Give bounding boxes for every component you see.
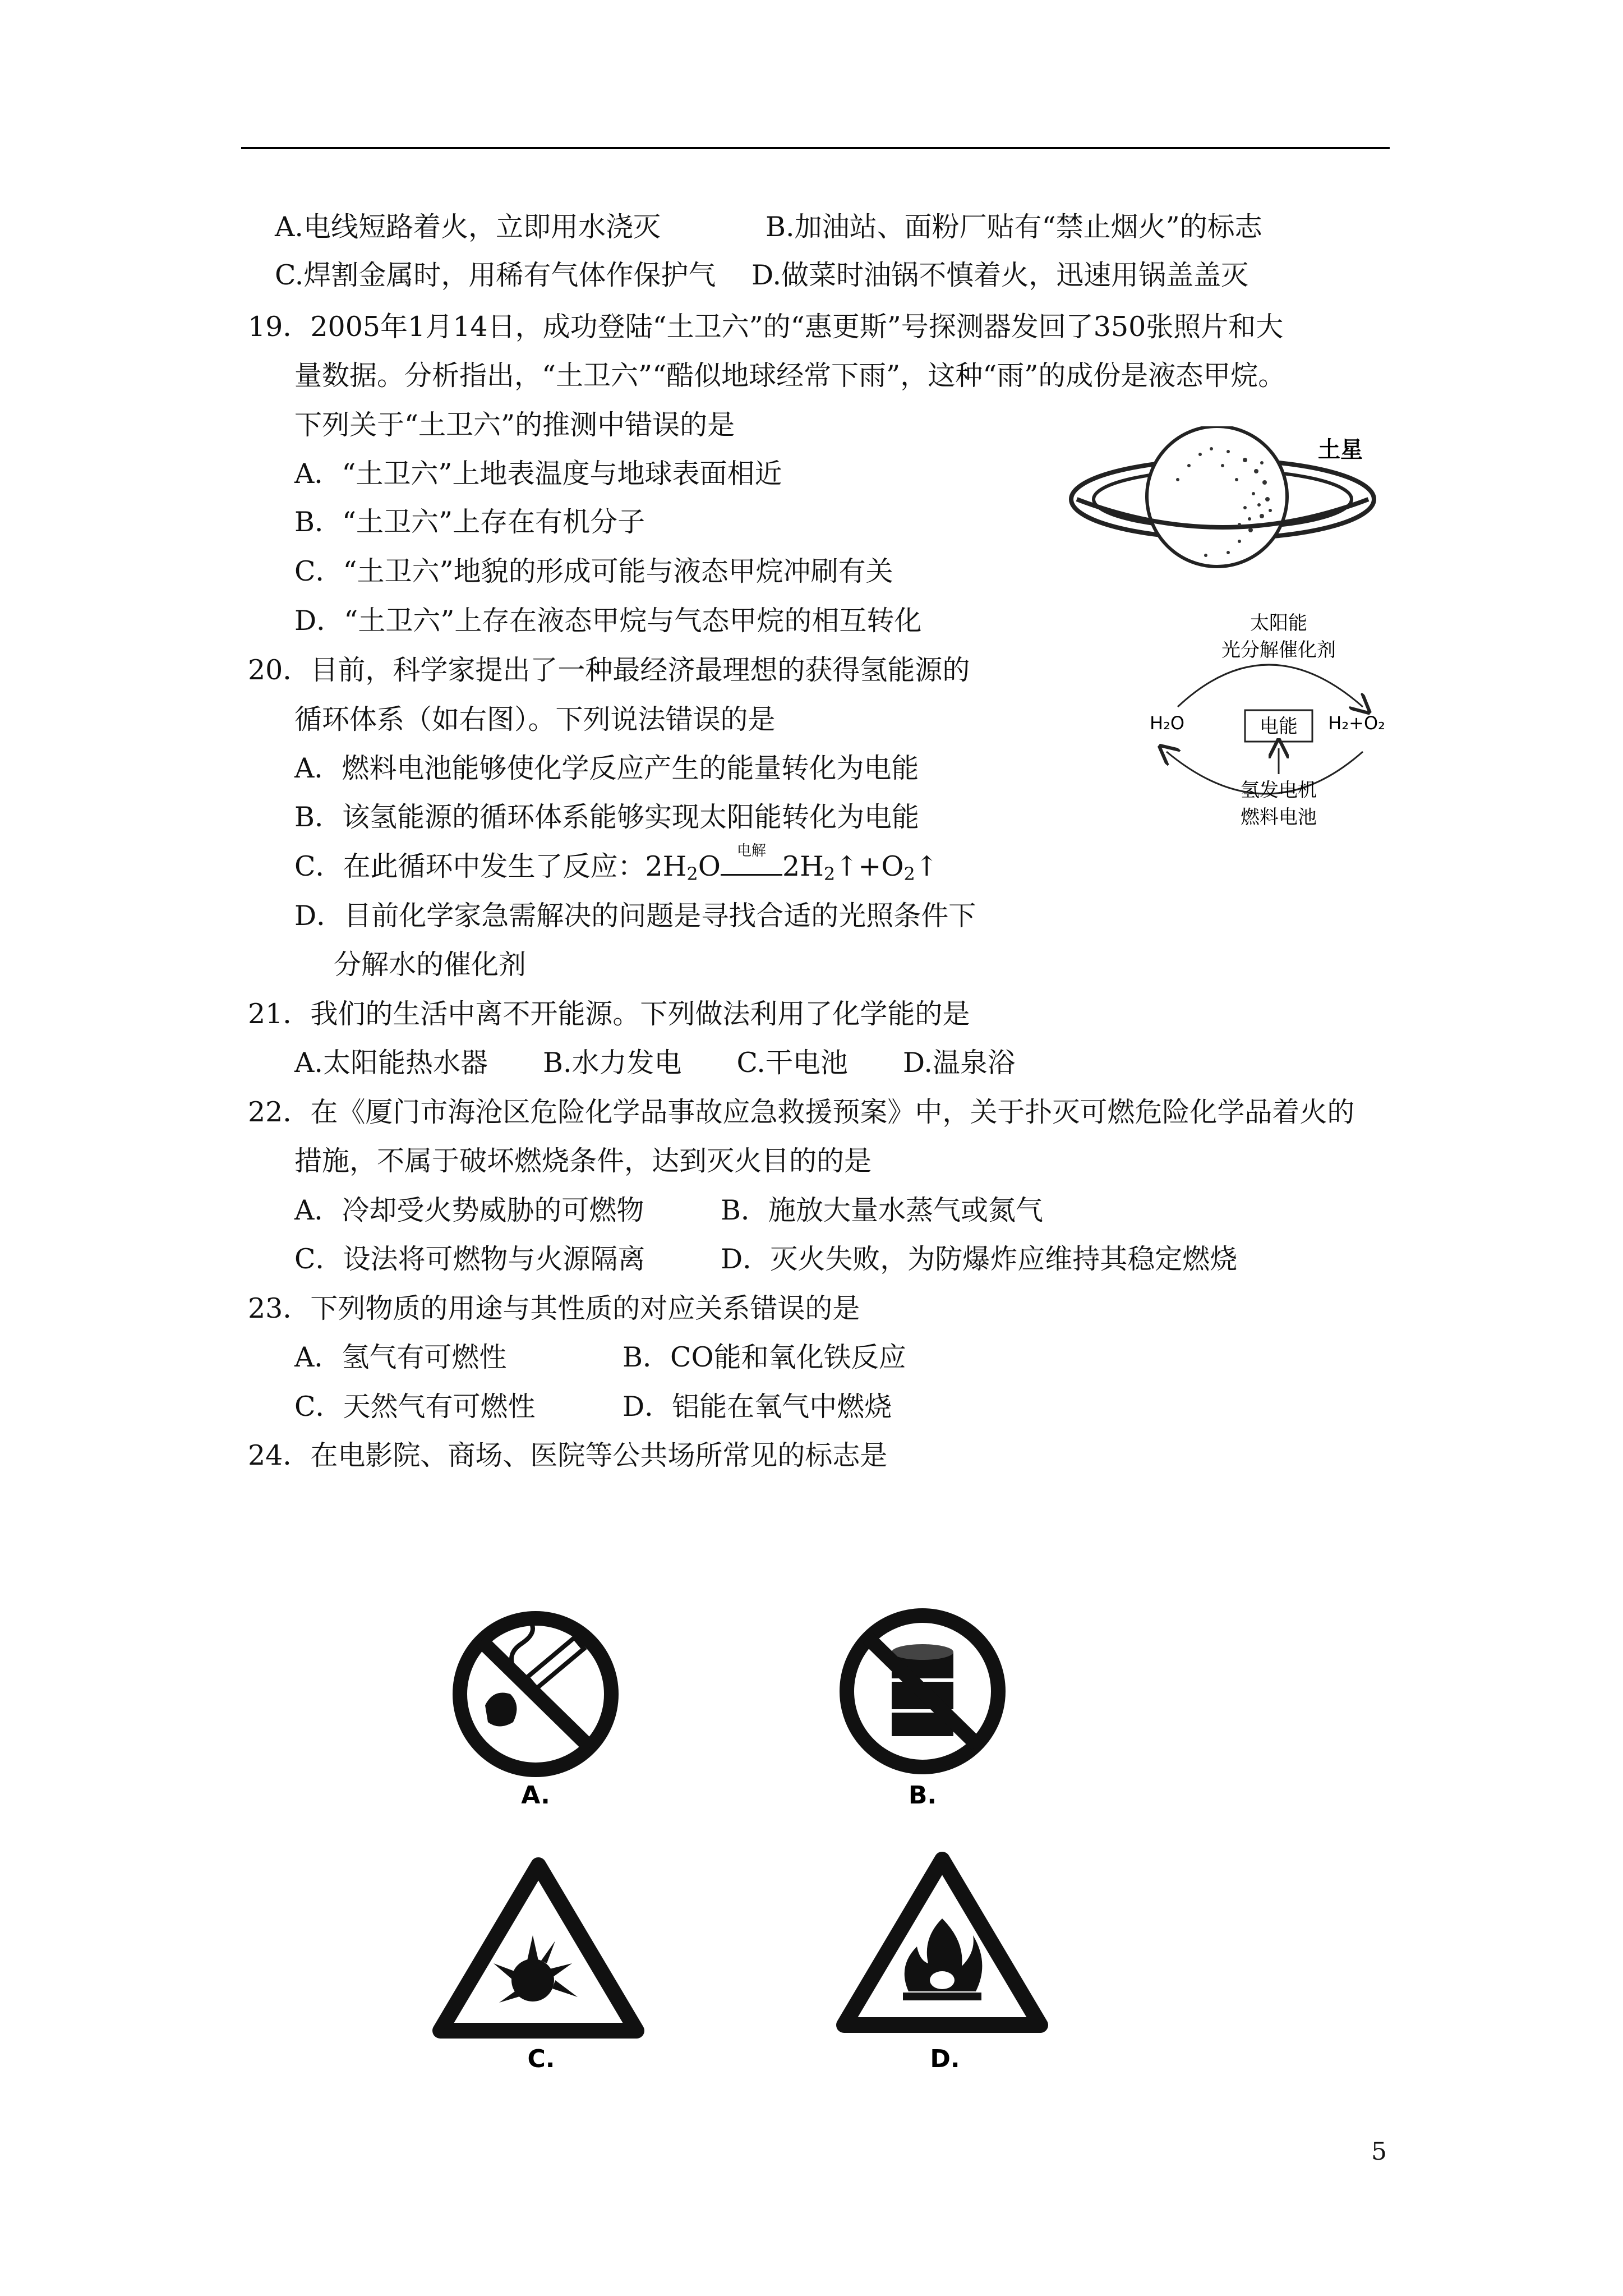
- sign-b-label: B.: [908, 1781, 937, 1809]
- saturn-figure: [1060, 426, 1391, 578]
- q18-option-b: B.加油站、面粉厂贴有“禁止烟火”的标志: [766, 211, 1262, 243]
- q20-option-c: [294, 843, 938, 885]
- q18-option-c: C.焊割金属时，用稀有气体作保护气: [275, 259, 716, 291]
- reaction-condition-label: 电解: [736, 843, 766, 859]
- diagram-top-label-1: 太阳能: [1250, 612, 1307, 634]
- q20-c-mid2: 2H: [782, 850, 824, 882]
- q24-stem: 24．在电影院、商场、医院等公共场所常见的标志是: [248, 1439, 888, 1471]
- saturn-label: 土星: [1318, 437, 1363, 463]
- q22-option-d: D．灭火失败，为防爆炸应维持其稳定燃烧: [721, 1243, 1238, 1275]
- q23-option-a: A．氢气有可燃性: [294, 1341, 507, 1373]
- q23-stem: 23．下列物质的用途与其性质的对应关系错误的是: [248, 1292, 860, 1324]
- diagram-top-label-2: 光分解催化剂: [1221, 639, 1336, 661]
- sign-b-prohibited-barrel: [819, 1602, 1032, 1809]
- q19-stem-2: 量数据。分析指出，“土卫六”“酷似地球经常下雨”，这种“雨”的成份是液态甲烷。: [294, 360, 1286, 392]
- sign-a-no-smoking: [432, 1610, 645, 1812]
- q20-option-d-1: D．目前化学家急需解决的问题是寻找合适的光照条件下: [294, 900, 976, 932]
- q19-option-d: D．“土卫六”上存在液态甲烷与气态甲烷的相互转化: [294, 605, 922, 637]
- q20-c-suffix: ↑: [915, 850, 938, 882]
- q20-c-sub1: 2: [686, 863, 698, 885]
- q20-option-b: B．该氢能源的循环体系能够实现太阳能转化为电能: [294, 801, 920, 833]
- q19-stem-1: 19．2005年1月14日，成功登陆“土卫六”的“惠更斯”号探测器发回了350张照片和大: [248, 311, 1284, 343]
- diagram-bottom-label-1: 氢发电机: [1241, 779, 1317, 802]
- sign-a-label: A.: [521, 1781, 550, 1810]
- flame-icon: [836, 1846, 1060, 2076]
- q21-options: A.太阳能热水器 B.水力发电 C.干电池 D.温泉浴: [294, 1047, 1015, 1079]
- page-number: 5: [1371, 2137, 1387, 2166]
- q23-option-d: D．铝能在氧气中燃烧: [623, 1391, 892, 1423]
- q20-option-a: A．燃料电池能够使化学反应产生的能量转化为电能: [294, 752, 919, 784]
- q20-c-prefix: C．在此循环中发生了反应：2H: [294, 850, 687, 882]
- q22-option-b: B．施放大量水蒸气或氮气: [721, 1194, 1044, 1226]
- explosive-icon: [426, 1851, 651, 2076]
- q18-option-d: D.做菜时油锅不慎着火，迅速用锅盖盖灭: [751, 259, 1249, 291]
- header-rule: [241, 147, 1390, 149]
- diagram-center-label: 电能: [1260, 715, 1298, 738]
- q22-stem-1: 22．在《厦门市海沧区危险化学品事故应急救援预案》中，关于扑灭可燃危险化学品着火的: [248, 1096, 1355, 1128]
- sign-c-label: C.: [527, 2045, 555, 2073]
- q20-option-d-2: 分解水的催化剂: [334, 949, 527, 981]
- q23-option-c: C．天然气有可燃性: [294, 1391, 536, 1423]
- sign-d-flammable: [836, 1846, 1060, 2076]
- q22-option-a: A．冷却受火势威胁的可燃物: [294, 1194, 644, 1226]
- q20-stem-1: 20．目前，科学家提出了一种最经济最理想的获得氢能源的: [248, 654, 970, 686]
- q20-c-sub3: 2: [903, 863, 915, 885]
- q19-option-b: B．“土卫六”上存在有机分子: [294, 506, 645, 538]
- sign-c-explosive: [426, 1851, 651, 2076]
- q23-option-b: B．CO能和氧化铁反应: [623, 1341, 906, 1373]
- no-smoking-icon: [432, 1610, 645, 1812]
- q19-stem-3: 下列关于“土卫六”的推测中错误的是: [294, 409, 735, 441]
- q22-option-c: C．设法将可燃物与火源隔离: [294, 1243, 645, 1275]
- reaction-condition: [721, 843, 782, 876]
- diagram-bottom-label-2: 燃料电池: [1241, 806, 1317, 829]
- hydrogen-cycle-diagram: [1144, 606, 1391, 841]
- diagram-right-label: H₂+O₂: [1328, 712, 1385, 734]
- q20-stem-2: 循环体系（如右图）。下列说法错误的是: [294, 703, 776, 735]
- q21-stem: 21．我们的生活中离不开能源。下列做法利用了化学能的是: [248, 998, 970, 1030]
- diagram-left-label: H₂O: [1150, 712, 1185, 734]
- prohibited-barrel-icon: [819, 1602, 1032, 1809]
- q20-c-mid3: ↑+O: [835, 850, 904, 882]
- q20-c-mid1: O: [698, 850, 721, 882]
- q22-stem-2: 措施，不属于破坏燃烧条件，达到灭火目的的是: [294, 1145, 872, 1177]
- sign-d-label: D.: [930, 2045, 960, 2073]
- q18-option-a: A.电线短路着火，立即用水浇灭: [275, 211, 661, 243]
- q20-c-sub2: 2: [823, 863, 836, 885]
- q19-option-a: A．“土卫六”上地表温度与地球表面相近: [294, 458, 782, 490]
- q19-option-c: C．“土卫六”地貌的形成可能与液态甲烷冲刷有关: [294, 555, 893, 587]
